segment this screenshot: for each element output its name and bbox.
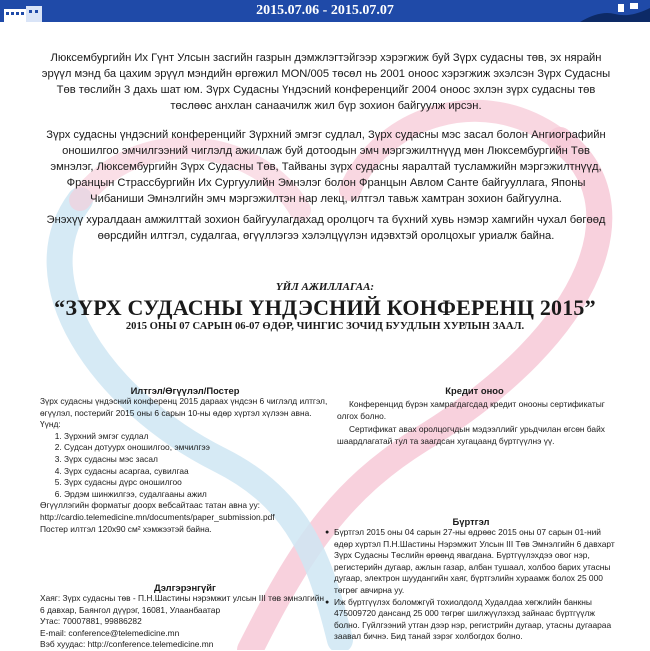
list-item: 5. Зүрх судасны дүрс оношилгоо [64, 477, 330, 489]
conference-title: “ЗҮРХ СУДАСНЫ ҮНДЭСНИЙ КОНФЕРЕНЦ 2015” [54, 295, 596, 320]
credit-heading: Кредит оноо [445, 385, 504, 396]
conference-date-venue: 2015 ОНЫ 07 САРЫН 06-07 ӨДӨР, ЧИНГИС ЗОЧИД БУУДЛЫН ХУРЛЫН ЗААЛ. [125, 321, 525, 332]
intro-paragraph-1: Люксембургийн Их Гүнт Улсын засгийн газрын дэмжлэгтэйгээр хэрэгжиж буй Зүрх судасны төв, эх нярайн эрүүл мэнд ба цахим эрүүл мэндийн өргөжил MON/005 төсөл нь 2001 оноос хэрэгжиж эхэлсэн Зүрх Судасны Төв төслийн 3 дахь шат юм. Зүрх Судасны Үндэсний конференцийг 2004 оноос эхлэн зүрх судасны төв төслөөс анхлан санаачилж жил бүр зохион байгуулж ирсэн. [41, 52, 611, 112]
contact-heading: Дэлгэрэнгүйг [154, 582, 216, 593]
list-item: 1. Зүрхний эмгэг судлал [64, 431, 330, 443]
credit-paragraph-2: Сертификат авах оролцогчдын мэдээллийг урьдчилан өгсөн байх шаардлагатай тул та заагдсан хугацаанд бүртгүүлнэ үү. [337, 424, 605, 446]
registration-section [325, 516, 617, 643]
topics-list [40, 431, 330, 501]
contact-website-link[interactable]: Вэб хуудас: http://conference.telemedicine.mn [40, 639, 214, 650]
credit-section [337, 385, 612, 447]
credit-paragraph-1: Конференцид бүрэн хамрагдагсдад кредит онооны сертификатыг олгох болно. [337, 399, 605, 421]
submission-url-link[interactable]: http://cardio.telemedicine.mn/documents/paper_submission.pdf [40, 511, 275, 522]
format-note: Өгүүллэгийн форматыг доорх вебсайтаас татан авна уу: [40, 500, 261, 511]
contact-address: Хаяг: Зүрх судасны төв - П.Н.Шастины нэрэмжит улсын III төв эмнэлгийн 6 давхар, Баянгол дүүрэг, 16081, Улаанбаатар [40, 593, 325, 615]
list-item: 3. Зүрх судасны мэс засал [64, 454, 330, 466]
poster-size-note: Постер илтгэл 120х90 см² хэмжээтэй байна. [40, 523, 212, 534]
header-banner [0, 0, 650, 22]
list-item: 6. Эрдэм шинжилгээ, судалгааны ажил [64, 489, 330, 501]
intro-paragraph-3: Энэхүү хуралдаан амжилттай зохион байгуулагдахад оролцогч та бүхний хувь нэмэр хамгийн чухал бөгөөд өөрсдийн илтгэл, судалгаа, өгүүллэгээ хэлэлцүүлэн идэвхтэй оролцохыг уриалж байна. [46, 214, 606, 242]
list-item: 2. Судсан дотуурх оношилгоо, эмчилгээ [64, 442, 330, 454]
registration-heading: Бүртгэл [452, 516, 490, 527]
papers-heading: Илтгэл/Өгүүлэл/Постер [130, 385, 240, 396]
event-kicker: ҮЙЛ АЖИЛЛАГАА: [275, 281, 375, 293]
papers-section [40, 385, 330, 535]
papers-intro: Зүрх судасны үндэсний конференц 2015 дараах үндсэн 6 чиглэлд илтгэл, өгүүлэл, постерийг 2015 оны 6 сарын 10-ны өдөр хүртэл хүлээн авна. Үүнд: [40, 396, 328, 430]
event-dates: 2015.07.06 - 2015.07.07 [256, 3, 394, 18]
contact-email-link[interactable]: E-mail: conference@telemedicine.mn [40, 627, 180, 638]
contact-section [40, 582, 330, 651]
landscape-icon [580, 0, 650, 22]
list-item: ● Бүртгэл 2015 оны 04 сарын 27-ны өдрөөс 2015 оны 07 сарын 01-ний өдөр хүртэл П.Н.Шастины Нэрэмжит Улсын III Төв Эмнэлгийн 6 давхарт Зүрх Судасны Төслийн өрөөнд явагдана. Бүртгүүлэхдээ овог нэр, регистерийн дугаар, ажлын газар, албан тушаал, холбоо барих утасны дугаар, электрон шуудангийн хаяг, бүртгэлийн хураамж болох 25 000 төгрөг авчирна уу. [334, 527, 617, 597]
list-item: 4. Зүрх судасны асаргаа, сувилгаа [64, 466, 330, 478]
contact-phone: Утас: 70007881, 99886282 [40, 616, 142, 627]
list-item: ● Иж бүртгүүлэх боломжгүй тохиолдолд Худалдаа хөгжлийн банкны 475009720 дансанд 25 000 төгрөг шилжүүлэхэд зайнаас бүртгүүлж болно. Гүйлгээний утган дээр нэр, регистрийн дугаар, утасны дугаараа заавал бичнэ. Бид танай зэрэг холбогдох болно. [334, 597, 617, 643]
intro-paragraph-2: Зүрх судасны үндэсний конференцийг Зүрхний эмгэг судлал, Зүрх судасны мэс засал болон Ангиографийн оношилгоо эмчилгээний чиглэлд ажиллаж буй дотоодын эмч мэргэжилтнүүд мөн Люксембургийн Төв эмнэлэг, Люксембургийн Зүрх Судасны Төв, Тайваны зүрх судасны яаралтай тусламжийн мэргэжилтнүүд, Францын Страссбургийн Их Сургуулийн Эмнэлэг болон Францын Авлом Санте байгууллага, Японы Чибаниши Эмнэлгийн эмч мэргэжилтэн нар лекц, илтгэл тавьж хамтран зохион байгуулна. [46, 129, 606, 205]
